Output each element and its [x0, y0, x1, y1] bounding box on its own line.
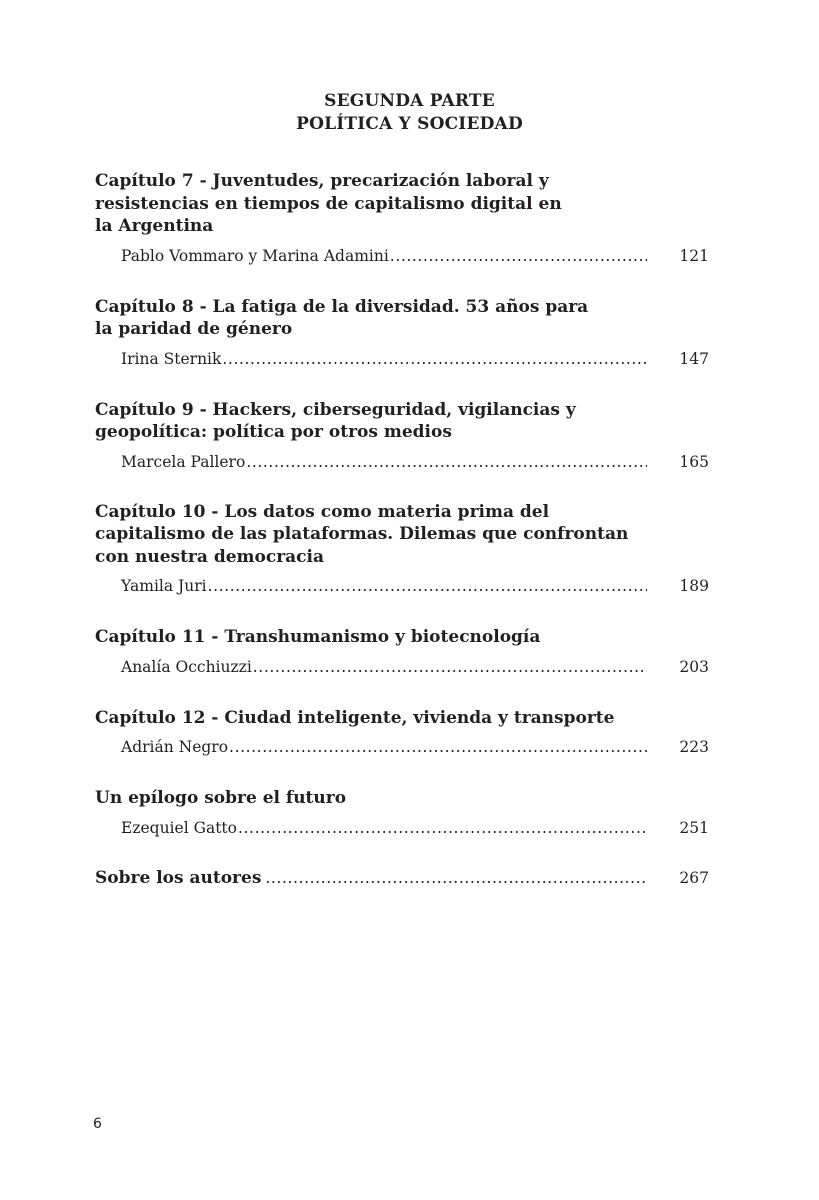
author-line [95, 451, 709, 473]
author-name: Pablo Vommaro y Marina Adamini [121, 246, 389, 265]
author-line [95, 575, 709, 597]
author-line [95, 656, 709, 678]
dot-leader [246, 451, 647, 473]
part-title: POLÍTICA Y SOCIEDAD [296, 114, 523, 134]
page-number[interactable]: 251 [679, 818, 709, 837]
section-header [0, 90, 819, 136]
page-number[interactable]: 203 [679, 657, 709, 676]
toc-entry [95, 501, 709, 598]
toc-entry [95, 170, 709, 267]
author-name: Analía Occhiuzzi [121, 657, 252, 676]
page-number[interactable]: 147 [679, 349, 709, 368]
folio-page-number: 6 [93, 1116, 102, 1132]
toc-entry [95, 707, 709, 759]
toc-entry [95, 296, 709, 370]
dot-leader [222, 348, 647, 370]
chapter-title[interactable]: Capítulo 8 - La fatiga de la diversidad. 53 años para la paridad de género [95, 296, 589, 339]
author-name: Irina Sternik [121, 349, 222, 368]
dot-leader [229, 736, 647, 758]
chapter-title[interactable]: Capítulo 12 - Ciudad inteligente, vivienda y transporte [95, 707, 615, 728]
author-line [95, 736, 709, 758]
epilogue-title[interactable]: Un epílogo sobre el futuro [95, 788, 347, 808]
dot-leader [208, 575, 647, 597]
table-of-contents [95, 170, 709, 889]
author-name: Adrián Negro [121, 738, 229, 756]
author-line [95, 348, 709, 370]
author-name: Ezequiel Gatto [121, 818, 237, 837]
dot-leader [253, 656, 647, 678]
page-number[interactable]: 189 [679, 577, 709, 595]
page-number[interactable]: 165 [679, 452, 709, 471]
authors-section-title[interactable]: Sobre los autores [95, 867, 262, 888]
chapter-title[interactable]: Capítulo 11 - Transhumanismo y biotecnología [95, 627, 541, 647]
toc-entry [95, 399, 709, 473]
author-name: Marcela Pallero [121, 452, 246, 471]
chapter-title[interactable]: Capítulo 7 - Juventudes, precarización laboral y resistencias en tiempos de capitalismo digital en la Argentina [95, 171, 562, 236]
dot-leader [390, 245, 647, 267]
dot-leader [265, 869, 647, 887]
author-line [95, 245, 709, 267]
toc-entry [95, 867, 709, 890]
author-line [95, 817, 709, 839]
page-number[interactable]: 267 [679, 868, 709, 887]
chapter-title[interactable]: Capítulo 10 - Los datos como materia prima del capitalismo de las plataformas. Dilemas que confrontan con nuestra democracia [95, 501, 629, 567]
toc-entry [95, 787, 709, 839]
dot-leader [238, 817, 647, 839]
page-number[interactable]: 121 [679, 246, 709, 265]
part-label: SEGUNDA PARTE [324, 91, 495, 111]
page-number[interactable]: 223 [679, 738, 709, 756]
chapter-title[interactable]: Capítulo 9 - Hackers, ciberseguridad, vigilancias y geopolítica: política por otros medios [95, 399, 576, 442]
toc-entry [95, 626, 709, 678]
author-name: Yamila Juri [121, 577, 207, 595]
